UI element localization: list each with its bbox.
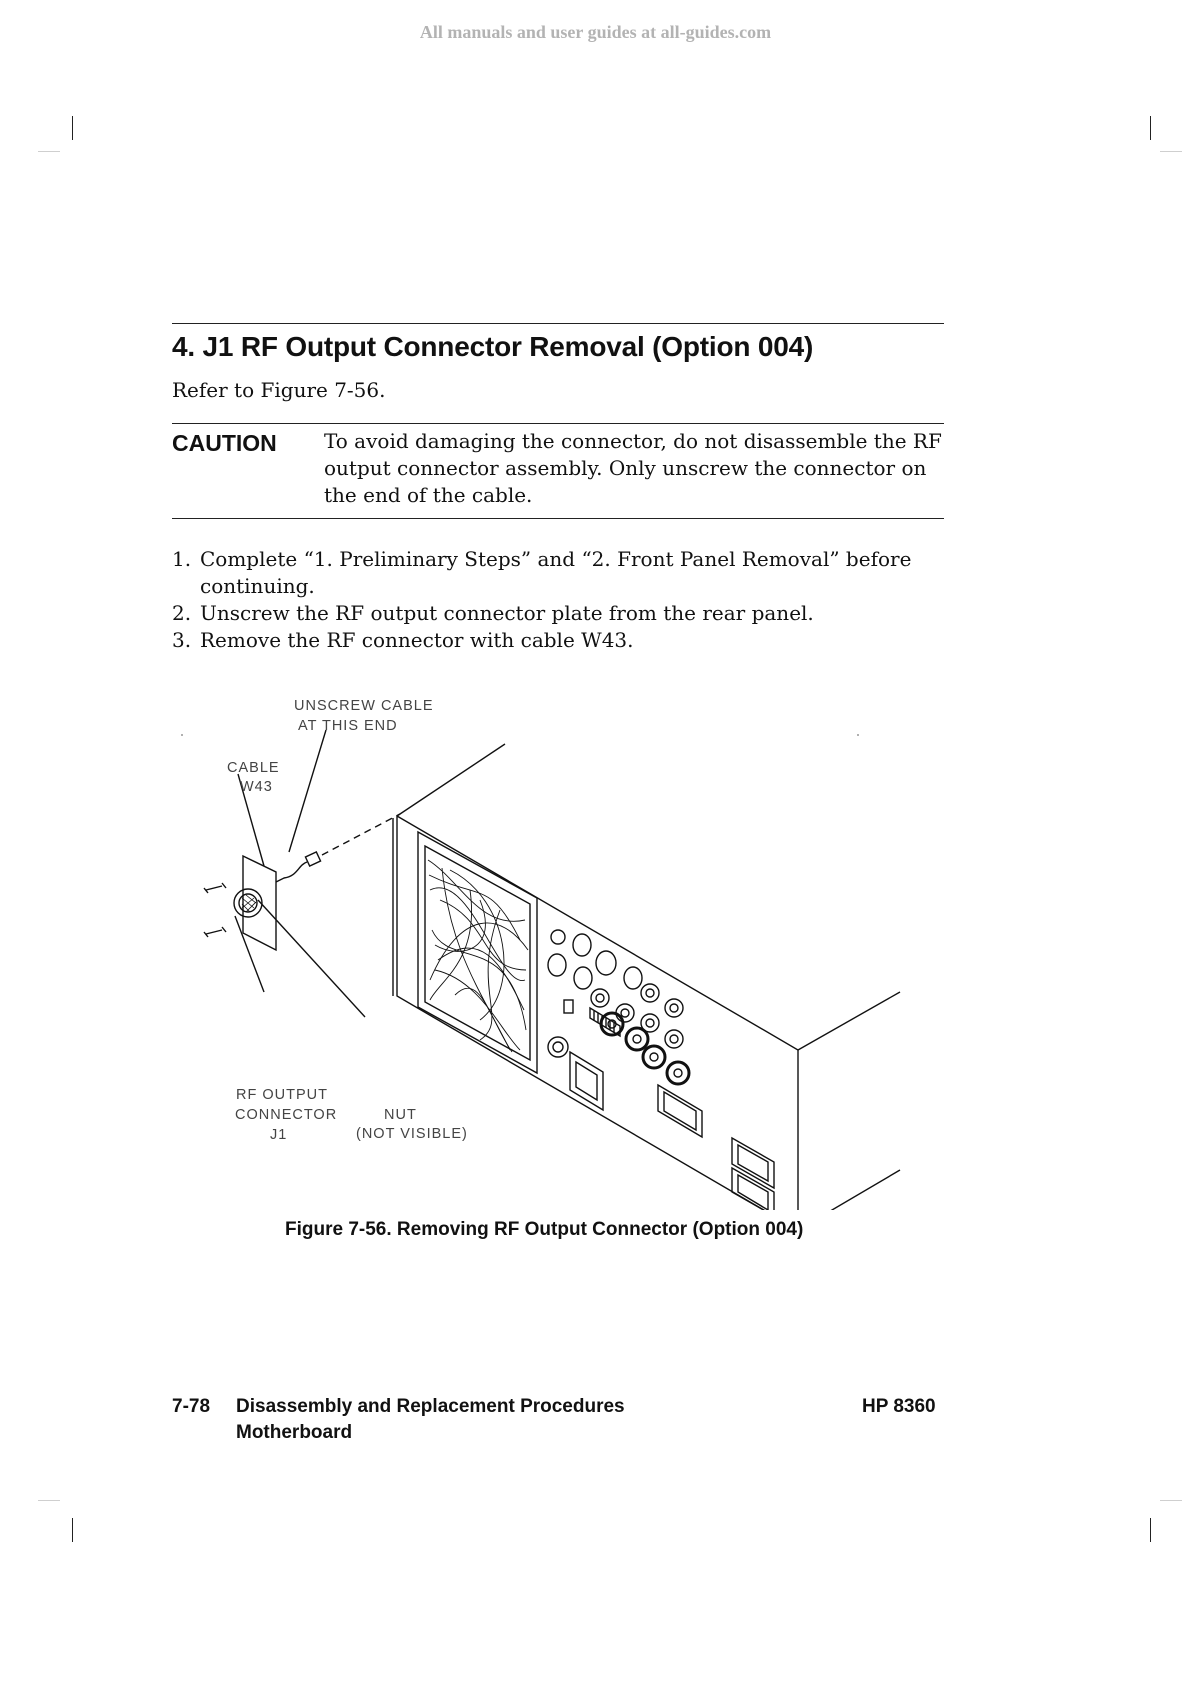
fan-grille: [418, 832, 537, 1073]
label-rf-line3: J1: [270, 1127, 288, 1143]
label-cable-line1: CABLE: [227, 760, 280, 776]
label-rf-line1: RF OUTPUT: [236, 1087, 328, 1103]
section-heading: 4. J1 RF Output Connector Removal (Option 004): [172, 331, 814, 362]
footer-page-number: 7-78: [172, 1396, 211, 1417]
instrument-side-edge: [798, 992, 900, 1050]
step-number: 2.: [172, 601, 192, 625]
crop-mark: [1150, 1518, 1151, 1542]
leader-nut: [258, 900, 365, 1017]
step-text: Unscrew the RF output connector plate from the rear panel.: [200, 601, 814, 625]
watermark: All manuals and user guides at all-guides.com: [419, 22, 772, 42]
figure-reference: Refer to Figure 7-56.: [172, 378, 386, 402]
crop-mark: [1160, 151, 1182, 152]
cable-dash-line: [322, 814, 400, 855]
crop-mark: [1150, 116, 1151, 140]
screw: [204, 927, 226, 937]
step-number: 1.: [172, 547, 192, 571]
caution-top-rule: [172, 423, 944, 424]
crop-mark: [72, 116, 73, 140]
crop-mark: [1160, 1500, 1182, 1501]
crop-mark: [38, 1500, 60, 1501]
footer-subsection: Motherboard: [236, 1422, 353, 1443]
cable-w43: [276, 862, 307, 882]
instrument-top-edge: [397, 744, 505, 816]
screw: [204, 883, 226, 893]
footer-product: HP 8360: [862, 1396, 936, 1417]
step-text: Complete “1. Preliminary Steps” and “2. Front Panel Removal” before continuing.: [200, 547, 912, 598]
cable-connector-end: [305, 852, 320, 866]
step-item: [172, 546, 944, 600]
step-text: Remove the RF connector with cable W43.: [200, 628, 634, 652]
step-number: 3.: [172, 628, 192, 652]
label-unscrew-line2: AT THIS END: [298, 718, 398, 734]
leader-unscrew: [289, 730, 326, 852]
label-nut-line1: NUT: [384, 1107, 417, 1123]
caution-text: To avoid damaging the connector, do not disassemble the RF output connector assembly. Only unscrew the connector on the end of the cable.: [324, 429, 942, 507]
step-item: [172, 627, 944, 654]
caution-label: CAUTION: [172, 430, 277, 456]
footer-chapter: Disassembly and Replacement Procedures: [236, 1396, 625, 1417]
label-rf-line2: CONNECTOR: [235, 1107, 338, 1123]
label-unscrew-line1: UNSCREW CABLE: [294, 700, 434, 714]
crop-mark: [72, 1518, 73, 1542]
procedure-steps: [172, 546, 944, 654]
caution-bottom-rule: [172, 518, 944, 519]
heading-rule: [172, 323, 944, 324]
crop-mark: [38, 151, 60, 152]
label-cable-line2: W43: [240, 779, 273, 795]
figure-caption: Figure 7-56. Removing RF Output Connector (Option 004): [285, 1219, 804, 1240]
instrument-side-bottom: [798, 1170, 900, 1210]
step-item: [172, 600, 944, 627]
rf-connector-diagram: [180, 700, 940, 1210]
label-nut-line2: (NOT VISIBLE): [356, 1126, 468, 1142]
